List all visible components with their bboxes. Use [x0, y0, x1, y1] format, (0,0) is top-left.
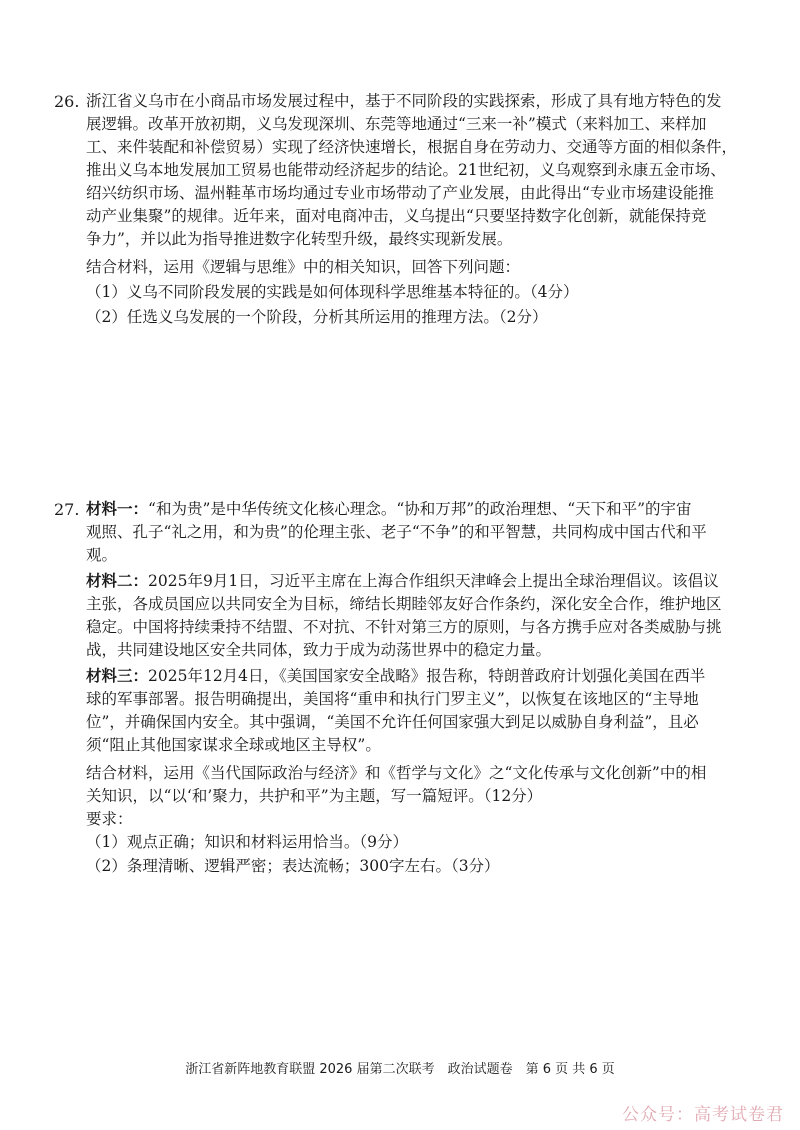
- q26-line: 绍兴纺织市场、温州鞋革市场均通过专业市场带动了产业发展，由此得出“专业市场建设能推: [86, 184, 714, 202]
- q27-instruction: 关知识，以“以‘和’聚力，共护和平”为主题，写一篇短评。（12分）: [86, 787, 543, 805]
- q26-subquestion-1: （1）义乌不同阶段发展的实践是如何体现科学思维基本特征的。（4分）: [86, 283, 579, 301]
- material-3-line: 须“阻止其他国家谋求全球或地区主导权”。: [86, 736, 381, 754]
- material-3-line: 球的军事部署。报告明确提出，美国将“重申和执行门罗主义”，以恢复在该地区的“主导地: [86, 690, 699, 708]
- page-footer: 浙江省新阵地教育联盟 2026 届第二次联考 政治试题卷 第 6 页 共 6 页: [185, 1062, 615, 1077]
- material-3-first-line: [86, 665, 748, 687]
- q26-line: 争力”，并以此为指导推进数字化转型升级，最终实现新发展。: [86, 230, 513, 248]
- material-2-label: 材料二：: [86, 571, 149, 590]
- material-2-first-line: [86, 570, 748, 592]
- material-1-first-line: [86, 498, 748, 520]
- requirements-heading: 要求：: [86, 810, 133, 828]
- material-1-text: “和为贵”是中华传统文化核心理念。“协和万邦”的政治理想、“天下和平”的宇宙: [148, 500, 692, 518]
- material-2-line: 战，共同建设地区安全共同体，致力于成为动荡世界中的稳定力量。: [86, 641, 552, 659]
- q26-line: 动产业集聚”的规律。近年来，面对电商冲击，义乌提出“只要坚持数字化创新，就能保持竞: [86, 207, 707, 225]
- material-2-line: 稳定。中国将持续秉持不结盟、不对抗、不针对第三方的原则，与各方携手应对各类威胁与挑: [86, 618, 722, 636]
- material-1-line: 观。: [86, 546, 118, 564]
- material-3-label: 材料三：: [86, 666, 149, 685]
- material-1-label: 材料一：: [86, 499, 149, 518]
- q26-subquestion-2: （2）任选义乌发展的一个阶段，分析其所运用的推理方法。（2分）: [86, 308, 548, 326]
- q26-line: 展逻辑。改革开放初期，义乌发现深圳、东莞等地通过“三来一补”模式（来料加工、来样加: [86, 115, 707, 133]
- q26-instruction: 结合材料，运用《逻辑与思维》中的相关知识，回答下列问题：: [86, 258, 521, 276]
- requirement-2: （2）条理清晰、逻辑严密；表达流畅；300字左右。（3分）: [86, 857, 500, 875]
- q26-line: 推出义乌本地发展加工贸易也能带动经济起步的结论。21世纪初，义乌观察到永康五金市场、: [86, 161, 726, 179]
- question-number: 26.: [54, 92, 80, 111]
- question-number: 27.: [54, 500, 80, 519]
- watermark: 公众号：高考试卷君: [622, 1105, 784, 1125]
- material-2-line: 主张，各成员国应以共同安全为目标，缔结长期睦邻友好合作条约，深化安全合作，维护地区: [86, 595, 722, 613]
- q26-line: 浙江省义乌市在小商品市场发展过程中，基于不同阶段的实践探索，形成了具有地方特色的发: [86, 92, 722, 110]
- material-2-text: 2025年9月1日，习近平主席在上海合作组织天津峰会上提出全球治理倡议。该倡议: [148, 572, 719, 590]
- material-3-line: 位”，并确保国内安全。其中强调，“美国不允许任何国家强大到足以威胁自身利益”，且必: [86, 713, 699, 731]
- material-1-line: 观照、孔子“礼之用，和为贵”的伦理主张、老子“不争”的和平智慧，共同构成中国古代和平: [86, 523, 707, 541]
- q26-line: 工、来件装配和补偿贸易）实现了经济快速增长，根据自身在劳动力、交通等方面的相似条件，: [86, 138, 738, 156]
- q27-instruction: 结合材料，运用《当代国际政治与经济》和《哲学与文化》之“文化传承与文化创新”中的相: [86, 764, 707, 782]
- material-3-text: 2025年12月4日，《美国国家安全战略》报告称，特朗普政府计划强化美国在西半: [148, 667, 706, 685]
- requirement-1: （1）观点正确；知识和材料运用恰当。（9分）: [86, 833, 408, 851]
